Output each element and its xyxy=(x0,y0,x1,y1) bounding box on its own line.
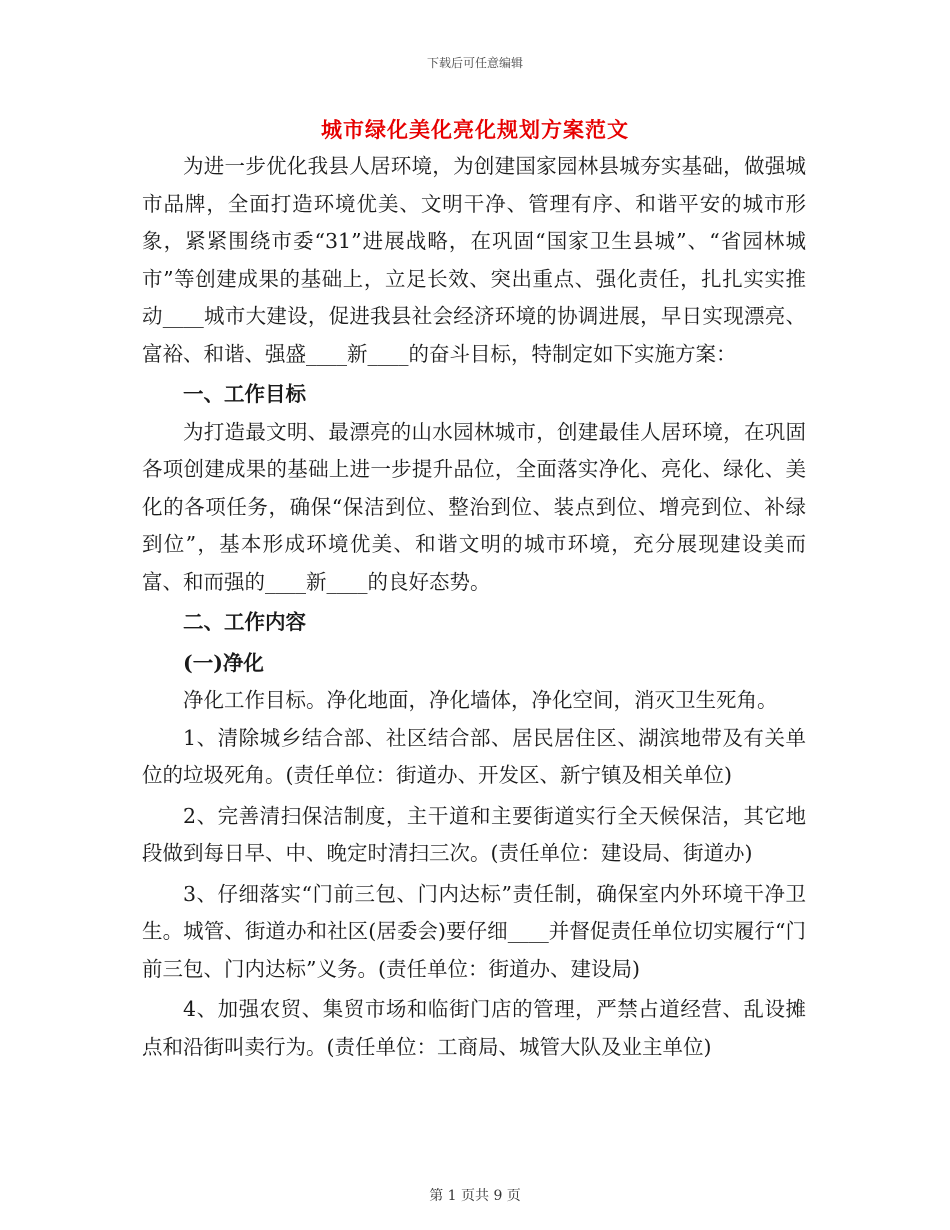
list-item: 1、清除城乡结合部、社区结合部、居民居住区、湖滨地带及有关单位的垃圾死角。(责任单位：街道办、开发区、新宁镇及相关单位) xyxy=(142,725,806,787)
list-item: 2、完善清扫保洁制度，主干道和主要街道实行全天候保洁，其它地段做到每日早、中、晚定时清扫三次。(责任单位：建设局、街道办) xyxy=(142,803,806,865)
purification-goal: 净化工作目标。净化地面，净化墙体，净化空间，消灭卫生死角。 xyxy=(183,688,778,712)
section-heading-content: 二、工作内容 xyxy=(183,610,306,634)
document-body xyxy=(142,148,806,1066)
goals-paragraph: 为打造最文明、最漂亮的山水园林城市，创建最佳人居环境，在巩固各项创建成果的基础上进一步提升品位，全面落实净化、亮化、绿化、美化的各项任务，确保“保洁到位、整治到位、装点到位、增亮到位、补绿到位”，基本形成环境优美、和谐文明的城市环境，充分展现建设美而富、和而强的____新____的良好态势。 xyxy=(142,419,806,594)
subsection-heading-purification: (一)净化 xyxy=(183,650,264,675)
page-header-note: 下载后可任意编辑 xyxy=(426,56,523,70)
section-heading-goals: 一、工作目标 xyxy=(183,382,306,406)
document-title: 城市绿化美化亮化规划方案范文 xyxy=(321,117,629,142)
list-item: 4、加强农贸、集贸市场和临街门店的管理，严禁占道经营、乱设摊点和沿街叫卖行为。(责任单位：工商局、城管大队及业主单位) xyxy=(142,997,806,1059)
list-item: 3、仔细落实“门前三包、门内达标”责任制，确保室内外环境干净卫生。城管、街道办和社区(居委会)要仔细____并督促责任单位切实履行“门前三包、门内达标”义务。(责任单位：街道办、建设局) xyxy=(142,881,806,981)
page-number: 第 1 页共 9 页 xyxy=(429,1188,521,1204)
intro-paragraph: 为进一步优化我县人居环境，为创建国家园林县城夯实基础，做强城市品牌，全面打造环境优美、文明干净、管理有序、和谐平安的城市形象，紧紧围绕市委“31”进展战略，在巩固“国家卫生县城”、“省园林城市”等创建成果的基础上，立足长效、突出重点、强化责任，扎扎实实推动____城市大建设，促进我县社会经济环境的协调进展，早日实现漂亮、富裕、和谐、强盛____新____的奋斗目标，特制定如下实施方案： xyxy=(142,154,806,366)
